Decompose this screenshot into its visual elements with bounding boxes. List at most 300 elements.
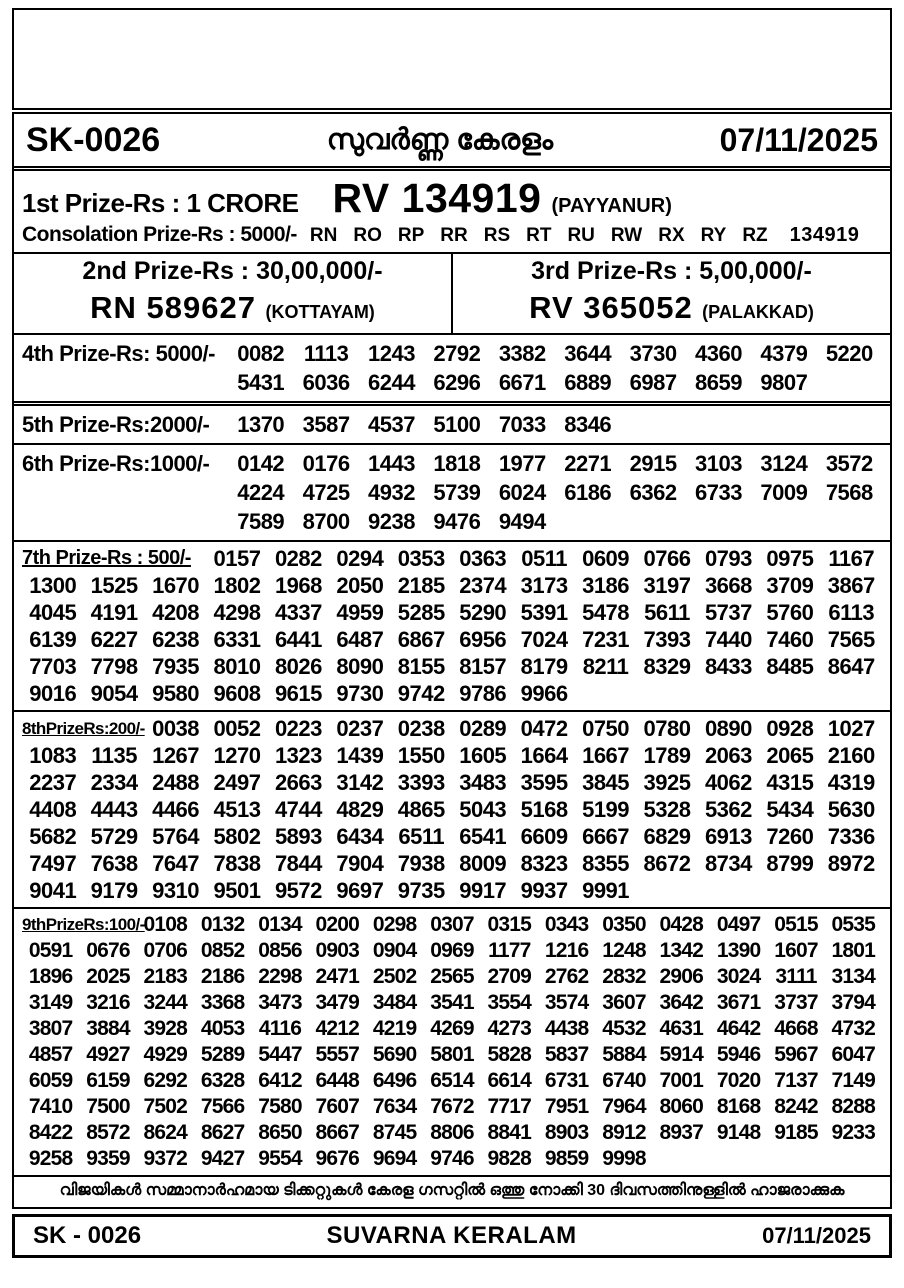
prize-number: 0353	[397, 546, 445, 571]
series-letter: RX	[658, 225, 685, 246]
prize-number: 8659	[695, 370, 742, 395]
prize-number: 8745	[372, 1121, 417, 1144]
prize-number: 7497	[29, 851, 77, 876]
prize-number: 6514	[430, 1069, 474, 1092]
prize-number: 8211	[582, 654, 629, 679]
prize-number: 3024	[716, 965, 761, 988]
prize-number: 0052	[213, 716, 261, 741]
series-letter: RU	[567, 225, 595, 246]
prize-number: 0676	[86, 939, 130, 962]
prize-number: 4929	[143, 1043, 188, 1066]
prize-number: 0591	[28, 939, 73, 962]
prize-number: 0428	[659, 913, 704, 936]
prize-number: 6227	[90, 627, 138, 652]
prize-number: 2709	[487, 965, 532, 988]
prize-number: 6244	[368, 370, 415, 395]
draw-code: SK-0026	[26, 120, 161, 159]
prize-number: 4269	[430, 1017, 474, 1040]
prize-number: 3554	[487, 991, 532, 1014]
fourth-prize-label: 4th Prize-Rs: 5000/-	[22, 341, 215, 366]
prize-number: 7033	[498, 412, 546, 437]
prize-number: 7580	[258, 1095, 302, 1118]
prize-number: 7393	[643, 627, 691, 652]
prize-number: 6362	[629, 480, 677, 505]
prize-number: 1525	[90, 573, 138, 598]
prize-number: 6186	[564, 480, 612, 505]
prize-number: 0515	[774, 913, 818, 936]
prize-number: 9054	[90, 681, 138, 706]
fifth-prize-label: 5th Prize-Rs:2000/-	[22, 412, 210, 437]
prize-number: 3884	[86, 1017, 130, 1040]
prize-number: 0237	[336, 716, 384, 741]
prize-number: 1818	[433, 451, 481, 476]
prize-number: 0200	[315, 913, 360, 936]
prize-number: 0793	[704, 546, 752, 571]
prize-number: 5100	[433, 412, 481, 437]
prize-number: 9991	[582, 878, 630, 903]
prize-number: 0904	[372, 939, 417, 962]
prize-number: 0307	[430, 913, 474, 936]
prize-number: 6867	[397, 627, 445, 652]
prize-number: 9608	[213, 681, 261, 706]
prize-number: 9742	[397, 681, 445, 706]
prize-number: 9697	[336, 878, 384, 903]
prize-number: 7568	[825, 480, 873, 505]
prize-number: 1370	[237, 412, 285, 437]
prize-number: 3142	[336, 770, 384, 795]
prize-number: 0856	[258, 939, 302, 962]
footer-draw-date: 07/11/2025	[762, 1223, 871, 1248]
prize-number: 6238	[152, 627, 200, 652]
lottery-result-page	[12, 8, 892, 1258]
eighth-prize-label: 8thPrizeRs:200/-	[22, 719, 145, 738]
series-letter: RT	[526, 225, 552, 246]
prize-number: 8672	[643, 851, 691, 876]
prize-number: 5837	[544, 1043, 589, 1066]
gazette-note-malayalam: വിജയികൾ സമ്മാനാർഹമായ ടിക്കറ്റുകൾ കേരള ഗസറ്റിൽ ഒത്തു നോക്കി 30 ദിവസത്തിനുള്ളിൽ ഹാജരാക്കുക	[59, 1182, 845, 1199]
prize-number: 7672	[430, 1095, 474, 1118]
prize-number: 6441	[274, 627, 322, 652]
prize-number: 9859	[544, 1147, 589, 1170]
prize-number: 8157	[459, 654, 507, 679]
prize-number: 5434	[766, 797, 814, 822]
prize-number: 5557	[315, 1043, 360, 1066]
prize-number: 9427	[200, 1147, 245, 1170]
prize-number: 0108	[143, 913, 188, 936]
sixth-prize-numbers	[228, 449, 882, 536]
prize-number: 3368	[200, 991, 245, 1014]
prize-number: 1248	[602, 939, 646, 962]
prize-number: 6667	[582, 824, 630, 849]
prize-number: 7904	[336, 851, 384, 876]
prize-number: 4631	[659, 1017, 704, 1040]
prize-number: 9501	[213, 878, 261, 903]
prize-number: 3928	[143, 1017, 188, 1040]
prize-number: 3393	[397, 770, 445, 795]
consolation-prize-row	[14, 223, 890, 254]
prize-number: 6889	[564, 370, 612, 395]
prize-number: 0472	[520, 716, 568, 741]
prize-number: 0294	[336, 546, 384, 571]
second-prize-location: (KOTTAYAM)	[265, 302, 375, 322]
prize-number: 5914	[659, 1043, 704, 1066]
prize-number: 7009	[760, 480, 808, 505]
prize-number: 4537	[368, 412, 415, 437]
prize-number: 1896	[28, 965, 73, 988]
prize-number: 4360	[695, 341, 742, 366]
gazette-note-row	[14, 1177, 890, 1207]
prize-number: 7938	[397, 851, 445, 876]
prize-number: 1216	[544, 939, 589, 962]
prize-number: 6113	[828, 600, 875, 625]
prize-number: 8010	[213, 654, 261, 679]
prize-number: 3484	[372, 991, 417, 1014]
prize-number: 7951	[544, 1095, 589, 1118]
prize-number: 9615	[274, 681, 322, 706]
prize-number: 0238	[397, 716, 445, 741]
prize-number: 0132	[200, 913, 245, 936]
prize-number: 1550	[397, 743, 445, 768]
prize-number: 7020	[716, 1069, 761, 1092]
prize-number: 7607	[315, 1095, 360, 1118]
sixth-prize-label: 6th Prize-Rs:1000/-	[22, 451, 210, 476]
second-prize-label: 2nd Prize-Rs : 30,00,000/-	[82, 257, 383, 285]
consolation-number: 134919	[789, 224, 860, 246]
prize-number: 7566	[200, 1095, 245, 1118]
prize-number: 8667	[315, 1121, 360, 1144]
fourth-prize-section	[14, 335, 890, 406]
prize-number: 0535	[831, 913, 876, 936]
ninth-prize-numbers	[22, 912, 882, 1172]
prize-number: 2185	[397, 573, 445, 598]
prize-number: 7844	[274, 851, 322, 876]
prize-number: 9730	[336, 681, 384, 706]
prize-number: 9966	[520, 681, 568, 706]
prize-number: 0142	[237, 451, 285, 476]
prize-number: 4045	[29, 600, 77, 625]
prize-number: 6511	[398, 824, 445, 849]
prize-number: 0082	[237, 341, 285, 366]
prize-number: 1342	[659, 939, 704, 962]
prize-number: 6434	[336, 824, 384, 849]
prize-number: 8355	[582, 851, 630, 876]
prize-number: 0706	[143, 939, 188, 962]
prize-number: 7647	[152, 851, 200, 876]
third-prize-winner	[453, 290, 890, 326]
prize-number: 4732	[831, 1017, 876, 1040]
prize-number: 5478	[582, 600, 630, 625]
prize-number: 5289	[200, 1043, 245, 1066]
prize-number: 8168	[716, 1095, 761, 1118]
prize-number: 4219	[372, 1017, 417, 1040]
prize-number: 7149	[831, 1069, 876, 1092]
prize-number: 9258	[28, 1147, 73, 1170]
prize-number: 5362	[704, 797, 752, 822]
first-prize-ticket: RV 134919	[332, 175, 542, 221]
prize-number: 7565	[827, 627, 875, 652]
prize-number: 4408	[29, 797, 77, 822]
prize-number: 4116	[258, 1017, 302, 1040]
prize-number: 8346	[564, 412, 612, 437]
prize-number: 9179	[90, 878, 138, 903]
series-letter: RN	[309, 225, 338, 246]
footer-bar	[12, 1214, 892, 1258]
prize-number: 4532	[602, 1017, 646, 1040]
prize-number: 8734	[704, 851, 752, 876]
prize-number: 6296	[433, 370, 481, 395]
prize-number: 2915	[629, 451, 677, 476]
prize-number: 1177	[488, 939, 531, 962]
prize-number: 1113	[303, 341, 349, 366]
prize-number: 2471	[315, 965, 360, 988]
series-letter: RZ	[742, 225, 768, 246]
prize-number: 7703	[29, 654, 77, 679]
prize-number: 5220	[825, 341, 873, 366]
prize-number: 5290	[459, 600, 507, 625]
prize-number: 3867	[827, 573, 875, 598]
prize-number: 0903	[315, 939, 360, 962]
prize-number: 0975	[766, 546, 814, 571]
prize-number: 1789	[643, 743, 691, 768]
prize-number: 8937	[659, 1121, 704, 1144]
prize-number: 1605	[459, 743, 507, 768]
prize-number: 1607	[774, 939, 818, 962]
prize-number: 1439	[336, 743, 384, 768]
prize-number: 7717	[487, 1095, 532, 1118]
prize-number: 8624	[143, 1121, 188, 1144]
prize-number: 6541	[459, 824, 507, 849]
prize-number: 6159	[86, 1069, 130, 1092]
prize-number: 6671	[498, 370, 546, 395]
prize-number: 3541	[430, 991, 474, 1014]
prize-number: 4725	[302, 480, 350, 505]
prize-number: 5737	[704, 600, 752, 625]
prize-number: 9917	[459, 878, 507, 903]
prize-number: 1801	[831, 939, 876, 962]
prize-number: 7964	[602, 1095, 646, 1118]
consolation-series	[310, 225, 768, 247]
prize-number: 1300	[29, 573, 77, 598]
blank-header-box	[12, 8, 892, 110]
prize-number: 0511	[521, 546, 567, 571]
prize-number: 3483	[459, 770, 507, 795]
prize-number: 1667	[582, 743, 630, 768]
prize-number: 0969	[430, 939, 474, 962]
prize-number: 9735	[397, 878, 445, 903]
prize-number: 5967	[774, 1043, 818, 1066]
prize-number: 8972	[827, 851, 875, 876]
third-prize-label: 3rd Prize-Rs : 5,00,000/-	[531, 257, 812, 285]
prize-number: 3607	[602, 991, 646, 1014]
prize-number: 9372	[143, 1147, 188, 1170]
prize-number: 9694	[372, 1147, 417, 1170]
prize-number: 9238	[368, 509, 415, 534]
prize-number: 9359	[86, 1147, 130, 1170]
prize-number: 8242	[774, 1095, 818, 1118]
prize-number: 2186	[200, 965, 245, 988]
prize-number: 9233	[831, 1121, 876, 1144]
prize-number: 0343	[544, 913, 589, 936]
first-prize-location: (PAYYANUR)	[551, 195, 672, 217]
prize-number: 2488	[152, 770, 200, 795]
prize-number: 0315	[487, 913, 532, 936]
prize-number: 4062	[704, 770, 752, 795]
prize-number: 9746	[430, 1147, 474, 1170]
prize-number: 1270	[213, 743, 261, 768]
prize-number: 0282	[274, 546, 322, 571]
prize-number: 4443	[90, 797, 138, 822]
prize-number: 9807	[760, 370, 808, 395]
series-letter: RW	[610, 225, 643, 246]
prize-number: 6412	[258, 1069, 302, 1092]
prize-number: 6829	[643, 824, 691, 849]
prize-number: 8026	[274, 654, 322, 679]
ninth-prize-label: 9thPrizeRs:100/-	[22, 915, 145, 934]
prize-number: 6956	[459, 627, 507, 652]
prize-number: 1802	[213, 573, 261, 598]
prize-number: 0134	[258, 913, 302, 936]
prize-number: 3572	[825, 451, 873, 476]
prize-number: 9310	[152, 878, 200, 903]
prize-number: 2502	[372, 965, 417, 988]
prize-number: 0363	[459, 546, 507, 571]
prize-number: 7024	[520, 627, 568, 652]
prize-number: 8647	[827, 654, 875, 679]
prize-number: 4865	[397, 797, 445, 822]
prize-number: 6047	[831, 1043, 876, 1066]
prize-number: 7589	[237, 509, 285, 534]
result-table	[12, 112, 892, 1209]
prize-number: 5611	[644, 600, 690, 625]
prize-number: 7634	[372, 1095, 417, 1118]
prize-number: 5328	[643, 797, 691, 822]
prize-number: 5884	[602, 1043, 646, 1066]
prize-number: 0852	[200, 939, 245, 962]
prize-number: 2025	[86, 965, 130, 988]
prize-number: 1135	[91, 743, 137, 768]
footer-draw-code: SK - 0026	[33, 1222, 142, 1249]
prize-number: 2497	[213, 770, 261, 795]
seventh-prize-numbers	[22, 545, 882, 707]
seventh-prize-label: 7th Prize-Rs : 500/-	[22, 547, 191, 569]
prize-number: 3668	[704, 573, 752, 598]
prize-number: 4212	[315, 1017, 360, 1040]
prize-number: 3149	[28, 991, 73, 1014]
prize-number: 9185	[774, 1121, 818, 1144]
prize-number: 4857	[28, 1043, 73, 1066]
prize-number: 4337	[274, 600, 322, 625]
prize-number: 9016	[29, 681, 77, 706]
prize-number: 4224	[237, 480, 285, 505]
ninth-prize-section	[14, 909, 890, 1177]
first-prize-row	[14, 171, 890, 223]
prize-number: 2906	[659, 965, 704, 988]
prize-number: 8700	[302, 509, 350, 534]
prize-number: 4315	[766, 770, 814, 795]
prize-number: 3479	[315, 991, 360, 1014]
prize-number: 6139	[29, 627, 77, 652]
prize-number: 9554	[258, 1147, 302, 1170]
series-letter: RP	[397, 225, 425, 246]
prize-number: 0766	[643, 546, 691, 571]
prize-number: 4668	[774, 1017, 818, 1040]
prize-number: 6328	[200, 1069, 245, 1092]
prize-number: 5447	[258, 1043, 302, 1066]
header-row	[14, 114, 890, 171]
prize-number: 2183	[143, 965, 188, 988]
prize-number: 8433	[704, 654, 752, 679]
prize-number: 2762	[544, 965, 589, 988]
prize-number: 3111	[775, 965, 817, 988]
prize-number: 6487	[336, 627, 384, 652]
second-prize-ticket: RN 589627	[90, 290, 257, 325]
prize-number: 7460	[766, 627, 814, 652]
prize-number: 8009	[459, 851, 507, 876]
prize-number: 5729	[90, 824, 138, 849]
prize-number: 3595	[520, 770, 568, 795]
prize-number: 3709	[766, 573, 814, 598]
second-prize-cell	[14, 254, 453, 333]
prize-number: 6496	[372, 1069, 417, 1092]
prize-number: 3382	[498, 341, 546, 366]
lottery-title-malayalam: സുവർണ്ണ കേരളം	[326, 123, 554, 156]
prize-number: 8572	[86, 1121, 130, 1144]
prize-number: 3644	[564, 341, 612, 366]
prize-number: 2663	[274, 770, 322, 795]
prize-number: 2565	[430, 965, 474, 988]
prize-number: 0157	[213, 546, 261, 571]
prize-number: 3186	[582, 573, 630, 598]
eighth-prize-numbers	[22, 715, 882, 904]
consolation-label: Consolation Prize-Rs : 5000/-	[22, 223, 297, 246]
prize-number: 9494	[498, 509, 546, 534]
prize-number: 4053	[200, 1017, 245, 1040]
third-prize-location: (PALAKKAD)	[702, 302, 814, 322]
prize-number: 2237	[29, 770, 77, 795]
series-letter: RS	[483, 225, 511, 246]
prize-number: 3103	[695, 451, 742, 476]
prize-number: 4379	[760, 341, 808, 366]
prize-number: 6448	[315, 1069, 360, 1092]
prize-number: 4208	[152, 600, 200, 625]
prize-number: 8806	[430, 1121, 474, 1144]
prize-number: 2160	[827, 743, 875, 768]
prize-number: 5168	[520, 797, 568, 822]
prize-number: 5285	[397, 600, 445, 625]
prize-number: 3925	[643, 770, 691, 795]
prize-number: 7001	[659, 1069, 704, 1092]
prize-number: 4298	[213, 600, 261, 625]
prize-number: 9676	[315, 1147, 360, 1170]
prize-number: 5431	[237, 370, 285, 395]
prize-number: 1443	[368, 451, 415, 476]
prize-number: 6614	[487, 1069, 532, 1092]
prize-number: 1977	[498, 451, 546, 476]
prize-number: 9998	[602, 1147, 646, 1170]
prize-number: 2050	[336, 573, 384, 598]
prize-number: 8090	[336, 654, 384, 679]
prize-number: 3197	[643, 573, 691, 598]
third-prize-ticket: RV 365052	[529, 290, 693, 325]
fifth-prize-section	[14, 406, 890, 445]
prize-number: 2832	[602, 965, 646, 988]
prize-number: 6059	[28, 1069, 73, 1092]
prize-number: 1968	[274, 573, 322, 598]
prize-number: 4927	[86, 1043, 130, 1066]
sixth-prize-section	[14, 445, 890, 542]
prize-number: 4191	[90, 600, 138, 625]
prize-number: 2065	[766, 743, 814, 768]
